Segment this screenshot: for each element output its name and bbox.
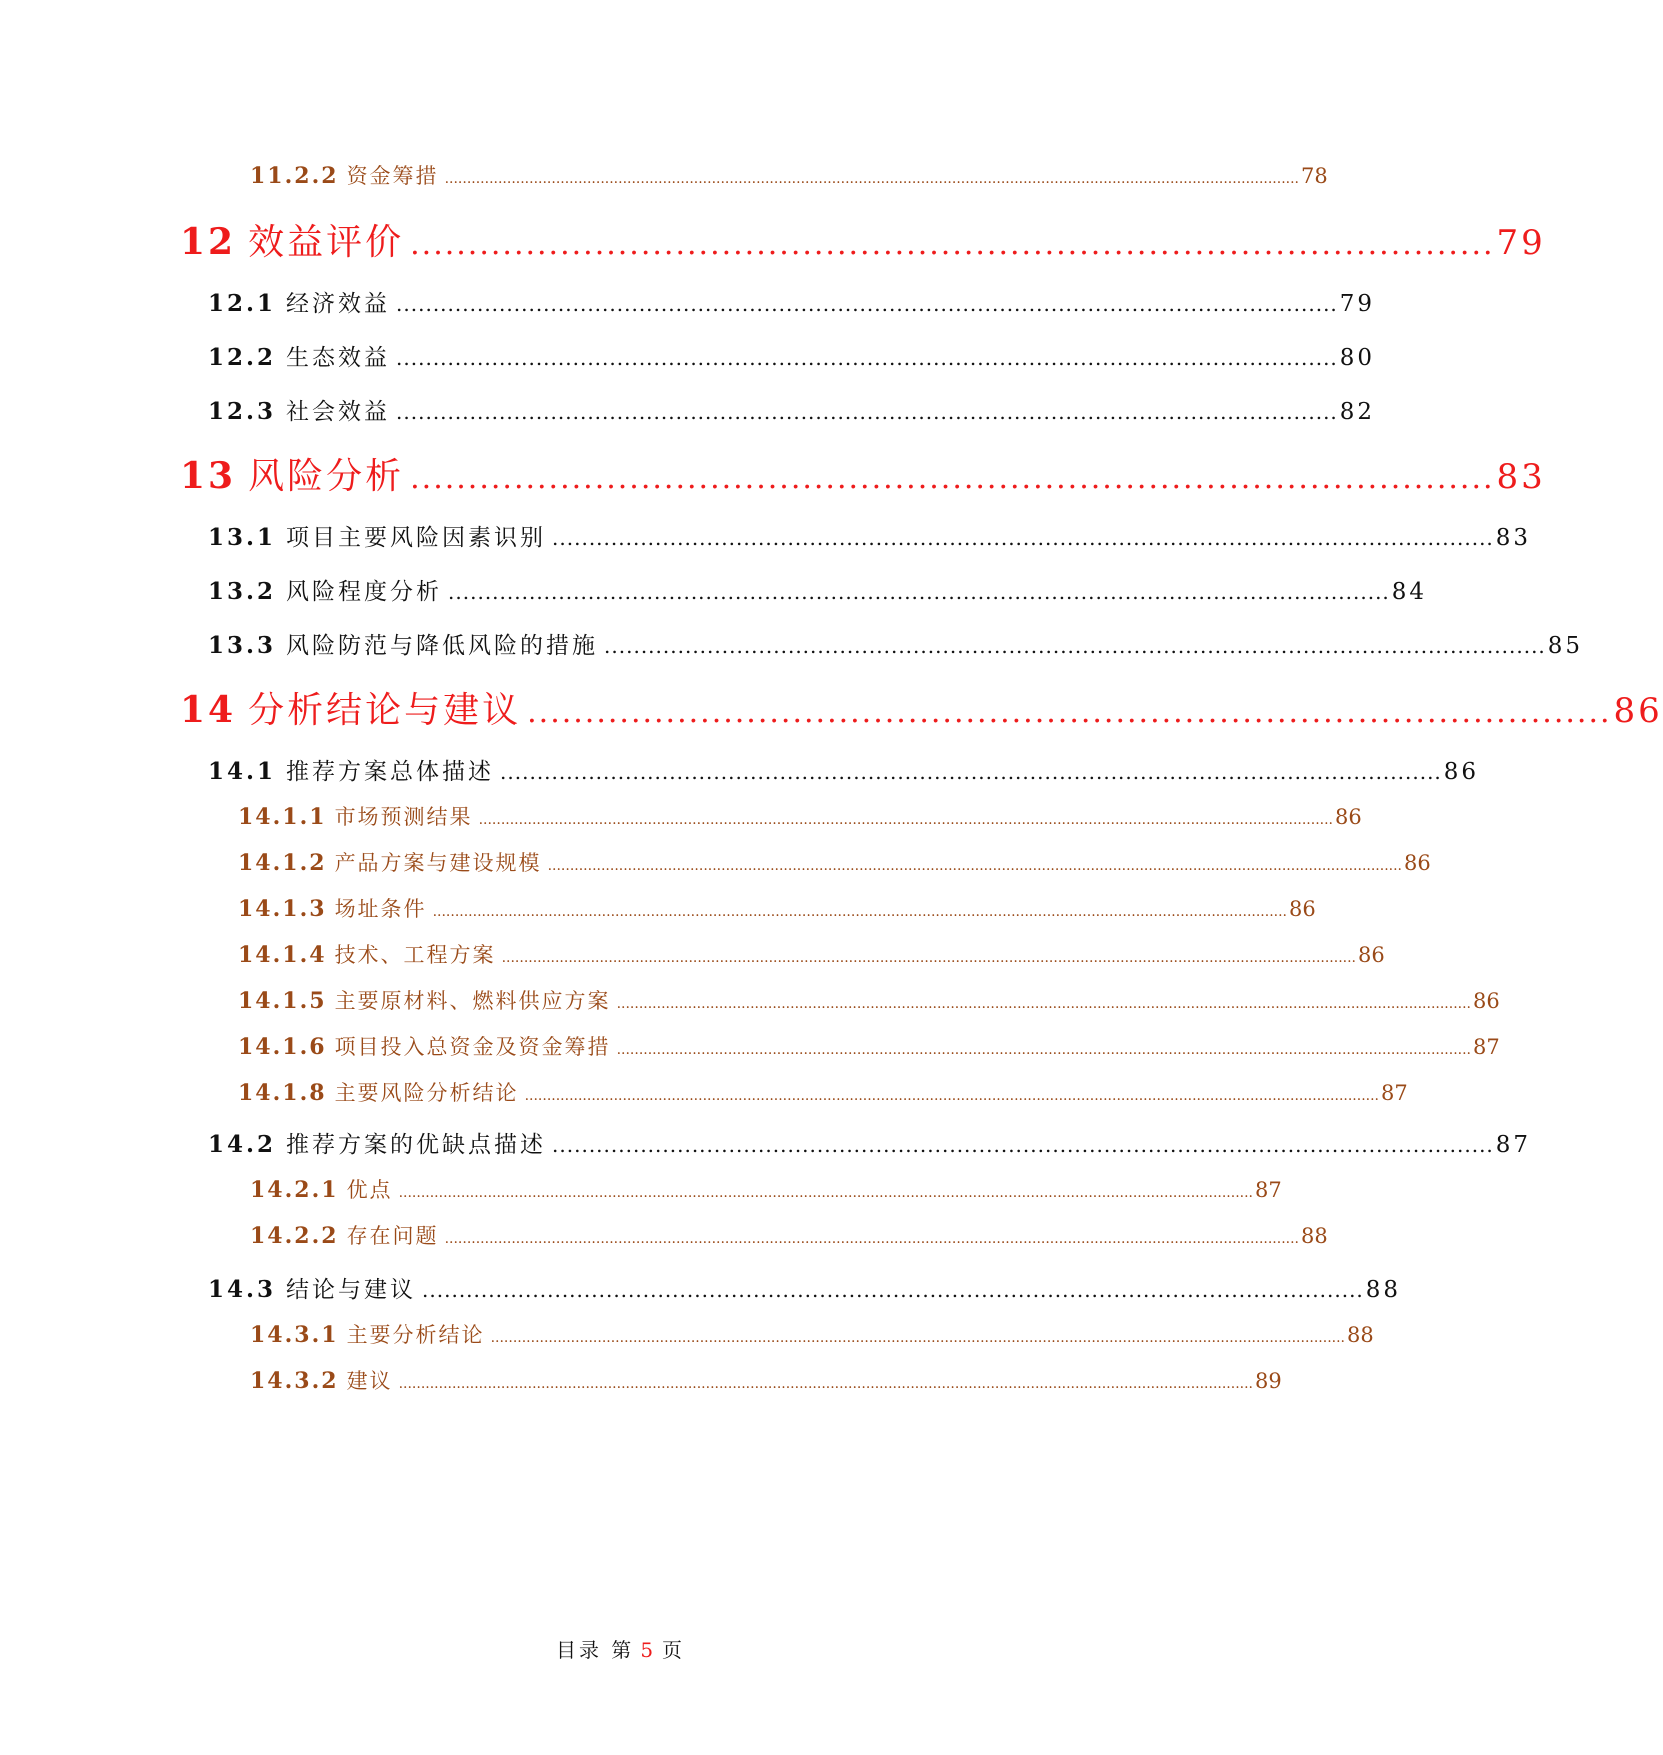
dot-leader: ................................................................................................................................................................................................ <box>432 904 1287 920</box>
dot-leader: ................................................................................................................................................................................................ <box>444 171 1299 187</box>
dot-leader: ................................................................................................................................ <box>396 292 1338 316</box>
toc-section-number: 12.2 <box>208 344 277 371</box>
dot-leader: ................................................................................................................................ <box>552 1133 1494 1157</box>
dot-leader: ................................................................................................................................ <box>604 634 1546 658</box>
toc-entry-page: 86 <box>1404 851 1431 875</box>
footer-suffix: 页 <box>662 1638 686 1662</box>
dot-leader: ................................................................................................................................................................................................ <box>398 1185 1253 1201</box>
toc-entry-14-1-4[interactable] <box>238 939 1385 969</box>
dot-leader: ................................................................................................................................ <box>396 346 1338 370</box>
toc-entry-number: 14.2.1 <box>250 1177 339 1203</box>
toc-section-13-3[interactable] <box>208 627 1584 660</box>
page-footer <box>0 1634 1241 1663</box>
toc-section-page: 80 <box>1339 345 1376 371</box>
toc-chapter-title: 分析结论与建议 <box>248 690 522 731</box>
toc-entry-title: 主要原材料、燃料供应方案 <box>334 989 611 1013</box>
toc-chapter-number: 13 <box>180 455 237 497</box>
toc-entry-number: 14.1.6 <box>238 1034 327 1060</box>
toc-chapter-number: 14 <box>180 689 237 731</box>
toc-chapter-14[interactable] <box>180 682 1663 733</box>
footer-prefix: 目录 第 <box>555 1638 635 1662</box>
toc-section-12-3[interactable] <box>208 393 1376 426</box>
toc-entry-number: 14.1.2 <box>238 850 327 876</box>
toc-section-page: 82 <box>1339 399 1376 425</box>
toc-entry-14-3-1[interactable] <box>250 1319 1374 1349</box>
toc-section-page: 83 <box>1495 525 1532 551</box>
toc-section-title: 结论与建议 <box>286 1277 417 1303</box>
toc-section-title: 推荐方案的优缺点描述 <box>286 1132 547 1158</box>
toc-section-number: 14.3 <box>208 1276 277 1303</box>
dot-leader: ................................................................................................................................ <box>448 580 1390 604</box>
toc-entry-14-1-8[interactable] <box>238 1077 1408 1107</box>
toc-entry-title: 项目投入总资金及资金筹措 <box>334 1035 611 1059</box>
toc-entry-number: 14.1.4 <box>238 942 327 968</box>
toc-entry-title: 主要分析结论 <box>346 1323 485 1347</box>
dot-leader: ................................................................................................................................................................................................ <box>501 950 1356 966</box>
toc-section-title: 经济效益 <box>286 291 391 317</box>
toc-entry-page: 86 <box>1335 805 1362 829</box>
toc-entry-page: 89 <box>1255 1369 1282 1393</box>
toc-entry-11-2-2[interactable] <box>250 160 1328 190</box>
toc-entry-number: 14.3.2 <box>250 1368 339 1394</box>
toc-entry-14-2-2[interactable] <box>250 1220 1328 1250</box>
toc-section-14-1[interactable] <box>208 753 1480 786</box>
toc-entry-page: 86 <box>1473 989 1500 1013</box>
toc-section-number: 13.3 <box>208 632 277 659</box>
footer-page-number: 5 <box>640 1638 657 1662</box>
toc-section-number: 12.1 <box>208 290 277 317</box>
toc-section-14-2[interactable] <box>208 1126 1532 1159</box>
dot-leader: ................................................................................................................................ <box>396 400 1338 424</box>
dot-leader: .............................................................................................. <box>410 227 1495 262</box>
toc-entry-page: 88 <box>1301 1224 1328 1248</box>
dot-leader: ................................................................................................................................................................................................ <box>490 1330 1345 1346</box>
toc-entry-14-1-6[interactable] <box>238 1031 1500 1061</box>
toc-entry-number: 14.1.8 <box>238 1080 327 1106</box>
toc-entry-title: 产品方案与建设规模 <box>334 851 542 875</box>
dot-leader: ................................................................................................................................................................................................ <box>616 996 1471 1012</box>
toc-section-12-2[interactable] <box>208 339 1376 372</box>
toc-section-title: 社会效益 <box>286 399 391 425</box>
toc-section-page: 86 <box>1443 759 1480 785</box>
toc-section-12-1[interactable] <box>208 285 1376 318</box>
toc-section-number: 12.3 <box>208 398 277 425</box>
toc-entry-title: 优点 <box>346 1178 393 1202</box>
dot-leader: ................................................................................................................................................................................................ <box>444 1231 1299 1247</box>
toc-entry-14-1-3[interactable] <box>238 893 1316 923</box>
toc-entry-number: 14.1.1 <box>238 804 327 830</box>
toc-entry-title: 市场预测结果 <box>334 805 473 829</box>
toc-entry-14-3-2[interactable] <box>250 1365 1282 1395</box>
toc-chapter-title: 风险分析 <box>248 456 405 497</box>
dot-leader: .............................................................................................. <box>410 461 1495 496</box>
toc-section-14-3[interactable] <box>208 1271 1402 1304</box>
toc-chapter-title: 效益评价 <box>248 222 405 263</box>
toc-section-title: 风险程度分析 <box>286 579 443 605</box>
toc-entry-page: 88 <box>1347 1323 1374 1347</box>
toc-chapter-13[interactable] <box>180 448 1546 499</box>
toc-chapter-page: 79 <box>1496 223 1546 263</box>
toc-section-number: 13.1 <box>208 524 277 551</box>
toc-entry-page: 78 <box>1301 164 1328 188</box>
toc-section-13-1[interactable] <box>208 519 1532 552</box>
dot-leader: ................................................................................................................................................................................................ <box>524 1088 1379 1104</box>
dot-leader: ................................................................................................................................ <box>500 760 1442 784</box>
toc-entry-title: 存在问题 <box>346 1224 439 1248</box>
toc-entry-title: 主要风险分析结论 <box>334 1081 519 1105</box>
toc-entry-title: 建议 <box>346 1369 393 1393</box>
toc-section-page: 85 <box>1547 633 1584 659</box>
toc-section-page: 79 <box>1339 291 1376 317</box>
toc-entry-number: 11.2.2 <box>250 163 339 189</box>
toc-entry-14-1-1[interactable] <box>238 801 1362 831</box>
toc-entry-title: 技术、工程方案 <box>334 943 496 967</box>
toc-section-number: 13.2 <box>208 578 277 605</box>
toc-section-number: 14.2 <box>208 1131 277 1158</box>
toc-section-page: 87 <box>1495 1132 1532 1158</box>
dot-leader: ................................................................................................................................ <box>552 526 1494 550</box>
toc-section-13-2[interactable] <box>208 573 1428 606</box>
toc-entry-page: 87 <box>1473 1035 1500 1059</box>
toc-entry-page: 86 <box>1358 943 1385 967</box>
toc-entry-page: 87 <box>1255 1178 1282 1202</box>
dot-leader: ................................................................................................................................................................................................ <box>616 1042 1471 1058</box>
toc-entry-number: 14.3.1 <box>250 1322 339 1348</box>
toc-section-page: 88 <box>1365 1277 1402 1303</box>
toc-section-title: 生态效益 <box>286 345 391 371</box>
dot-leader: ................................................................................................................................ <box>422 1278 1364 1302</box>
toc-entry-title: 资金筹措 <box>346 164 439 188</box>
toc-chapter-number: 12 <box>180 221 237 263</box>
toc-entry-14-1-2[interactable] <box>238 847 1431 877</box>
toc-entry-14-2-1[interactable] <box>250 1174 1282 1204</box>
dot-leader: .............................................................................................. <box>527 695 1612 730</box>
toc-chapter-page: 86 <box>1613 691 1663 731</box>
toc-entry-page: 87 <box>1381 1081 1408 1105</box>
dot-leader: ................................................................................................................................................................................................ <box>478 812 1333 828</box>
toc-section-number: 14.1 <box>208 758 277 785</box>
toc-entry-title: 场址条件 <box>334 897 427 921</box>
toc-section-title: 推荐方案总体描述 <box>286 759 495 785</box>
toc-section-page: 84 <box>1391 579 1428 605</box>
toc-chapter-12[interactable] <box>180 214 1546 265</box>
toc-entry-14-1-5[interactable] <box>238 985 1500 1015</box>
toc-entry-page: 86 <box>1289 897 1316 921</box>
toc-section-title: 项目主要风险因素识别 <box>286 525 547 551</box>
toc-chapter-page: 83 <box>1496 457 1546 497</box>
dot-leader: ................................................................................................................................................................................................ <box>547 858 1402 874</box>
toc-entry-number: 14.2.2 <box>250 1223 339 1249</box>
toc-section-title: 风险防范与降低风险的措施 <box>286 633 599 659</box>
toc-entry-number: 14.1.5 <box>238 988 327 1014</box>
dot-leader: ................................................................................................................................................................................................ <box>398 1376 1253 1392</box>
toc-entry-number: 14.1.3 <box>238 896 327 922</box>
